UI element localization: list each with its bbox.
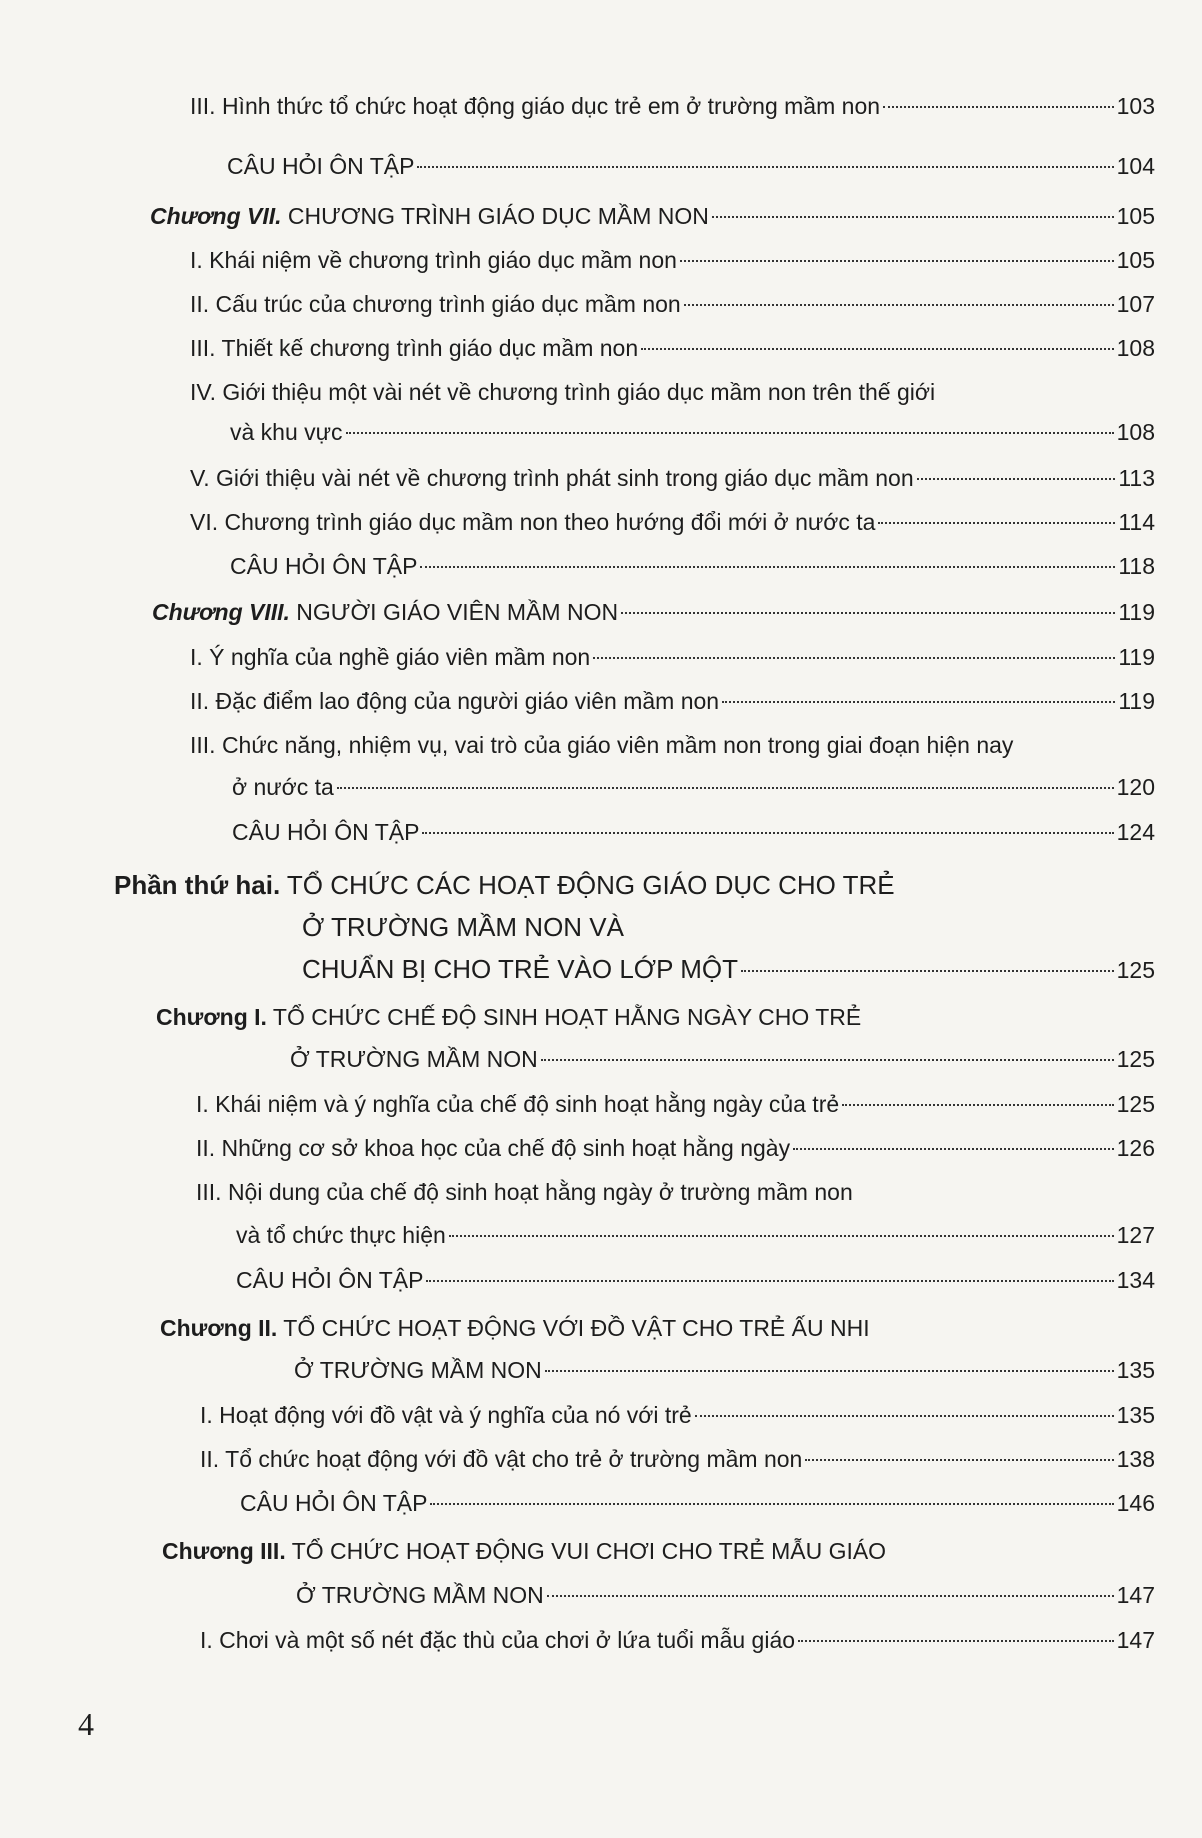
part-heading-line-3: [302, 952, 1155, 987]
entry-label: III. Thiết kế chương trình giáo dục mầm non: [190, 335, 639, 361]
leader-dots: [337, 787, 1114, 789]
entry-page: 119: [1118, 644, 1155, 670]
toc-entry: [190, 290, 1155, 318]
toc-entry-continued: [230, 418, 1155, 446]
leader-dots: [426, 1280, 1113, 1282]
toc-entry: [190, 687, 1155, 715]
entry-label: CÂU HỎI ÔN TẬP: [236, 1267, 424, 1293]
leader-dots: [346, 432, 1114, 434]
part-label-2: Ở TRƯỜNG MẦM NON VÀ: [302, 912, 624, 942]
toc-entry: [190, 246, 1155, 274]
leader-dots: [541, 1059, 1114, 1061]
leader-dots: [680, 260, 1114, 262]
entry-label-2: Ở TRƯỜNG MẦM NON: [290, 1046, 538, 1072]
toc-entry: [190, 731, 1155, 759]
entry-page: 127: [1116, 1222, 1155, 1248]
leader-dots: [741, 970, 1114, 972]
leader-dots: [422, 832, 1113, 834]
leader-dots: [449, 1235, 1114, 1237]
chapter-prefix: Chương I.: [156, 1004, 267, 1030]
toc-entry: [227, 152, 1155, 180]
entry-label: CÂU HỎI ÔN TẬP: [240, 1490, 428, 1516]
entry-label: TỔ CHỨC CHẾ ĐỘ SINH HOẠT HẰNG NGÀY CHO TRẺ: [266, 1004, 862, 1030]
entry-label: VI. Chương trình giáo dục mầm non theo hướng đổi mới ở nước ta: [190, 509, 876, 535]
leader-dots: [547, 1595, 1114, 1597]
entry-label: II. Cấu trúc của chương trình giáo dục mầm non: [190, 291, 681, 317]
entry-page: 138: [1116, 1446, 1155, 1472]
entry-page: 114: [1118, 509, 1155, 535]
leader-dots: [712, 216, 1114, 218]
chapter-prefix: Chương VIII.: [152, 599, 290, 625]
toc-entry: [190, 92, 1155, 120]
toc-entry: [196, 1178, 1155, 1206]
part-heading: [114, 868, 1155, 902]
entry-label: IV. Giới thiệu một vài nét về chương trình giáo dục mầm non trên thế giới: [190, 379, 936, 405]
entry-label: CÂU HỎI ÔN TẬP: [230, 553, 418, 579]
entry-label: III. Chức năng, nhiệm vụ, vai trò của giáo viên mầm non trong giai đoạn hiện nay: [190, 732, 1014, 758]
chapter-prefix: Chương II.: [160, 1315, 278, 1341]
page-number: 4: [78, 1706, 94, 1742]
part-heading-line-2: [302, 910, 1155, 944]
entry-label: III. Hình thức tổ chức hoạt động giáo dục trẻ em ở trường mầm non: [190, 93, 881, 119]
leader-dots: [430, 1503, 1113, 1505]
entry-page: 119: [1118, 688, 1155, 714]
leader-dots: [695, 1415, 1114, 1417]
toc-entry: [200, 1445, 1155, 1473]
toc-entry: [190, 464, 1155, 492]
entry-label: CÂU HỎI ÔN TẬP: [227, 153, 415, 179]
toc-entry: [236, 1266, 1155, 1294]
leader-dots: [593, 657, 1115, 659]
chapter-heading-continued: [294, 1356, 1155, 1384]
entry-page: 126: [1116, 1135, 1155, 1161]
part-prefix: Phần thứ hai.: [114, 870, 281, 900]
entry-page: 125: [1116, 1046, 1155, 1072]
entry-page: 105: [1116, 247, 1155, 273]
leader-dots: [420, 566, 1115, 568]
entry-label: I. Ý nghĩa của nghề giáo viên mầm non: [190, 644, 591, 670]
entry-page: 105: [1116, 203, 1155, 229]
entry-label: II. Tổ chức hoạt động với đồ vật cho trẻ ở trường mầm non: [200, 1446, 803, 1472]
chapter-heading: [156, 1003, 1155, 1031]
entry-label-2: và tổ chức thực hiện: [236, 1222, 446, 1248]
entry-label: TỔ CHỨC HOẠT ĐỘNG VỚI ĐỒ VẬT CHO TRẺ ẤU NHI: [277, 1315, 870, 1341]
entry-label: II. Đặc điểm lao động của người giáo viên mầm non: [190, 688, 720, 714]
toc-entry: [196, 1134, 1155, 1162]
part-label-3: CHUẨN BỊ CHO TRẺ VÀO LỚP MỘT: [302, 954, 738, 984]
toc-entry-continued: [236, 1221, 1155, 1249]
leader-dots: [798, 1640, 1114, 1642]
entry-label: V. Giới thiệu vài nét về chương trình phát sinh trong giáo dục mầm non: [190, 465, 914, 491]
toc-entry: [190, 378, 1155, 406]
entry-label-2: Ở TRƯỜNG MẦM NON: [296, 1582, 544, 1608]
toc-entry: [200, 1401, 1155, 1429]
toc-entry: [196, 1090, 1155, 1118]
leader-dots: [722, 701, 1115, 703]
chapter-heading-continued: [290, 1045, 1155, 1073]
toc-entry-continued: [232, 773, 1155, 801]
leader-dots: [883, 106, 1114, 108]
entry-page: 104: [1116, 153, 1155, 179]
entry-page: 118: [1118, 553, 1155, 579]
entry-page: 135: [1116, 1357, 1155, 1383]
leader-dots: [417, 166, 1113, 168]
leader-dots: [805, 1459, 1113, 1461]
entry-label: I. Khái niệm và ý nghĩa của chế độ sinh hoạt hằng ngày của trẻ: [196, 1091, 840, 1117]
chapter-prefix: Chương III.: [162, 1538, 286, 1564]
entry-page: 108: [1116, 419, 1155, 445]
chapter-heading: [160, 1314, 1155, 1342]
entry-page: 147: [1116, 1582, 1155, 1608]
entry-page: 120: [1116, 774, 1155, 800]
entry-page: 147: [1116, 1627, 1155, 1653]
entry-label-2: và khu vực: [230, 419, 343, 445]
toc-entry: [190, 334, 1155, 362]
entry-label: NGƯỜI GIÁO VIÊN MẦM NON: [289, 599, 619, 625]
chapter-heading-continued: [296, 1581, 1155, 1609]
toc-entry: [230, 552, 1155, 580]
entry-page: 135: [1116, 1402, 1155, 1428]
leader-dots: [878, 522, 1115, 524]
chapter-heading: [162, 1537, 1155, 1565]
entry-page: 134: [1116, 1267, 1155, 1293]
entry-label-2: Ở TRƯỜNG MẦM NON: [294, 1357, 542, 1383]
chapter-heading: [150, 202, 1155, 230]
entry-label: II. Những cơ sở khoa học của chế độ sinh hoạt hằng ngày: [196, 1135, 791, 1161]
chapter-prefix: Chương VII.: [150, 203, 282, 229]
entry-page: 125: [1116, 1091, 1155, 1117]
entry-label: III. Nội dung của chế độ sinh hoạt hằng ngày ở trường mầm non: [196, 1179, 853, 1205]
entry-page: 107: [1116, 291, 1155, 317]
leader-dots: [684, 304, 1114, 306]
leader-dots: [641, 348, 1114, 350]
leader-dots: [842, 1104, 1113, 1106]
entry-label-2: ở nước ta: [232, 774, 334, 800]
entry-page: 146: [1116, 1490, 1155, 1516]
toc-entry: [200, 1626, 1155, 1654]
entry-page: 119: [1118, 599, 1155, 625]
toc-entry: [190, 643, 1155, 671]
entry-label: I. Khái niệm về chương trình giáo dục mầm non: [190, 247, 677, 273]
entry-label: I. Hoạt động với đồ vật và ý nghĩa của nó với trẻ: [200, 1402, 692, 1428]
entry-page: 113: [1118, 465, 1155, 491]
entry-label: I. Chơi và một số nét đặc thù của chơi ở lứa tuổi mẫu giáo: [200, 1627, 796, 1653]
entry-page: 103: [1116, 93, 1155, 119]
leader-dots: [793, 1148, 1114, 1150]
entry-page: 108: [1116, 335, 1155, 361]
leader-dots: [917, 478, 1116, 480]
leader-dots: [621, 612, 1115, 614]
toc-entry: [240, 1489, 1155, 1517]
toc-entry: [232, 818, 1155, 846]
leader-dots: [545, 1370, 1114, 1372]
chapter-heading: [152, 598, 1155, 626]
entry-page: 124: [1116, 819, 1155, 845]
entry-label: CÂU HỎI ÔN TẬP: [232, 819, 420, 845]
toc-entry: [190, 508, 1155, 536]
entry-label: TỔ CHỨC HOẠT ĐỘNG VUI CHƠI CHO TRẺ MẪU GIÁO: [285, 1538, 887, 1564]
entry-label: CHƯƠNG TRÌNH GIÁO DỤC MẦM NON: [281, 203, 709, 229]
part-label: TỔ CHỨC CÁC HOẠT ĐỘNG GIÁO DỤC CHO TRẺ: [280, 870, 895, 900]
entry-page: 125: [1116, 957, 1155, 983]
